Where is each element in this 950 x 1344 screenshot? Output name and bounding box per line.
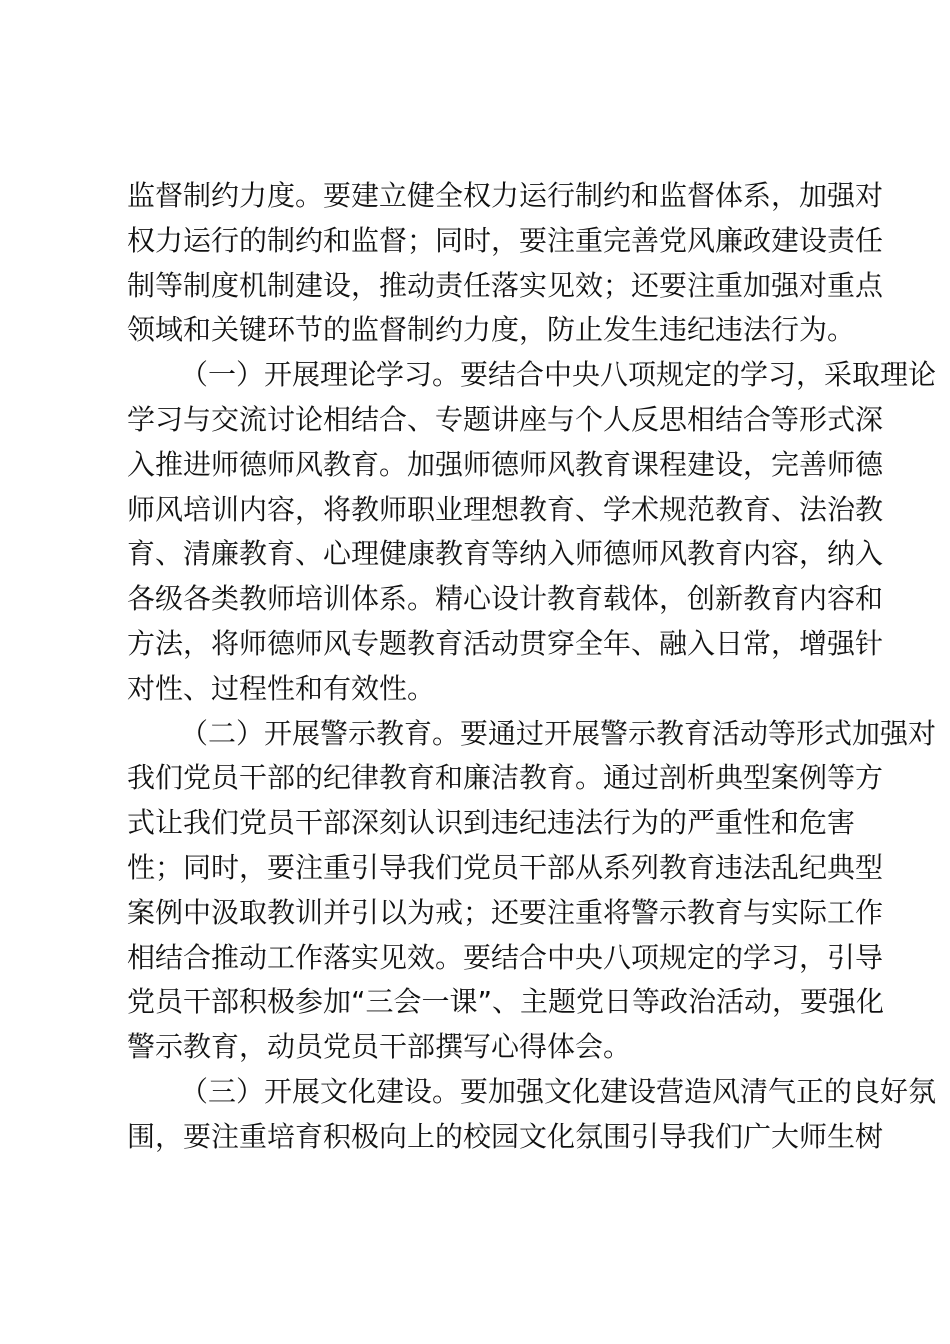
text-line: 相结合推动工作落实见效。要结合中央八项规定的学习，引导 [127, 940, 884, 974]
text-line: 方法，将师德师风专题教育活动贯穿全年、融入日常，增强针 [127, 626, 884, 660]
text-line: 监督制约力度。要建立健全权力运行制约和监督体系，加强对 [127, 179, 884, 212]
document-body [127, 174, 937, 1160]
text-line: 式让我们党员干部深刻认识到违纪违法行为的严重性和危害 [127, 806, 856, 840]
text-line: 育、清廉教育、心理健康教育等纳入师德师风教育内容，纳入 [127, 537, 884, 571]
paragraph-theory-study [127, 353, 937, 711]
text-line: 案例中汲取教训并引以为戒；还要注重将警示教育与实际工作 [127, 895, 884, 929]
text-line: 对性、过程性和有效性。 [127, 671, 436, 705]
text-line: （三）开展文化建设。要加强文化建设营造风清气正的良好氛 [180, 1074, 937, 1108]
paragraph-culture-building [127, 1070, 937, 1160]
text-line: 围，要注重培育积极向上的校园文化氛围引导我们广大师生树 [127, 1119, 884, 1153]
text-line: （二）开展警示教育。要通过开展警示教育活动等形式加强对 [180, 716, 937, 750]
text-line: 党员干部积极参加“三会一课”、主题党日等政治活动，要强化 [127, 985, 885, 1019]
text-line: 性；同时，要注重引导我们党员干部从系列教育违法乱纪典型 [127, 850, 884, 884]
paragraph-1 [127, 174, 884, 353]
text-line: 领域和关键环节的监督制约力度，防止发生违纪违法行为。 [127, 313, 856, 347]
text-line: 师风培训内容，将教师职业理想教育、学术规范教育、法治教 [127, 492, 884, 526]
text-line: 学习与交流讨论相结合、专题讲座与个人反思相结合等形式深 [127, 402, 884, 436]
text-line: （一）开展理论学习。要结合中央八项规定的学习，采取理论 [180, 358, 937, 392]
text-line: 制等制度机制建设，推动责任落实见效；还要注重加强对重点 [127, 268, 884, 302]
paragraph-warning-education [127, 712, 937, 1070]
text-line: 权力运行的制约和监督；同时，要注重完善党风廉政建设责任 [127, 223, 884, 257]
text-line: 入推进师德师风教育。加强师德师风教育课程建设，完善师德 [127, 447, 884, 481]
text-line: 我们党员干部的纪律教育和廉洁教育。通过剖析典型案例等方 [127, 761, 884, 795]
text-line: 各级各类教师培训体系。精心设计教育载体，创新教育内容和 [127, 582, 884, 616]
text-line: 警示教育，动员党员干部撰写心得体会。 [127, 1030, 632, 1064]
